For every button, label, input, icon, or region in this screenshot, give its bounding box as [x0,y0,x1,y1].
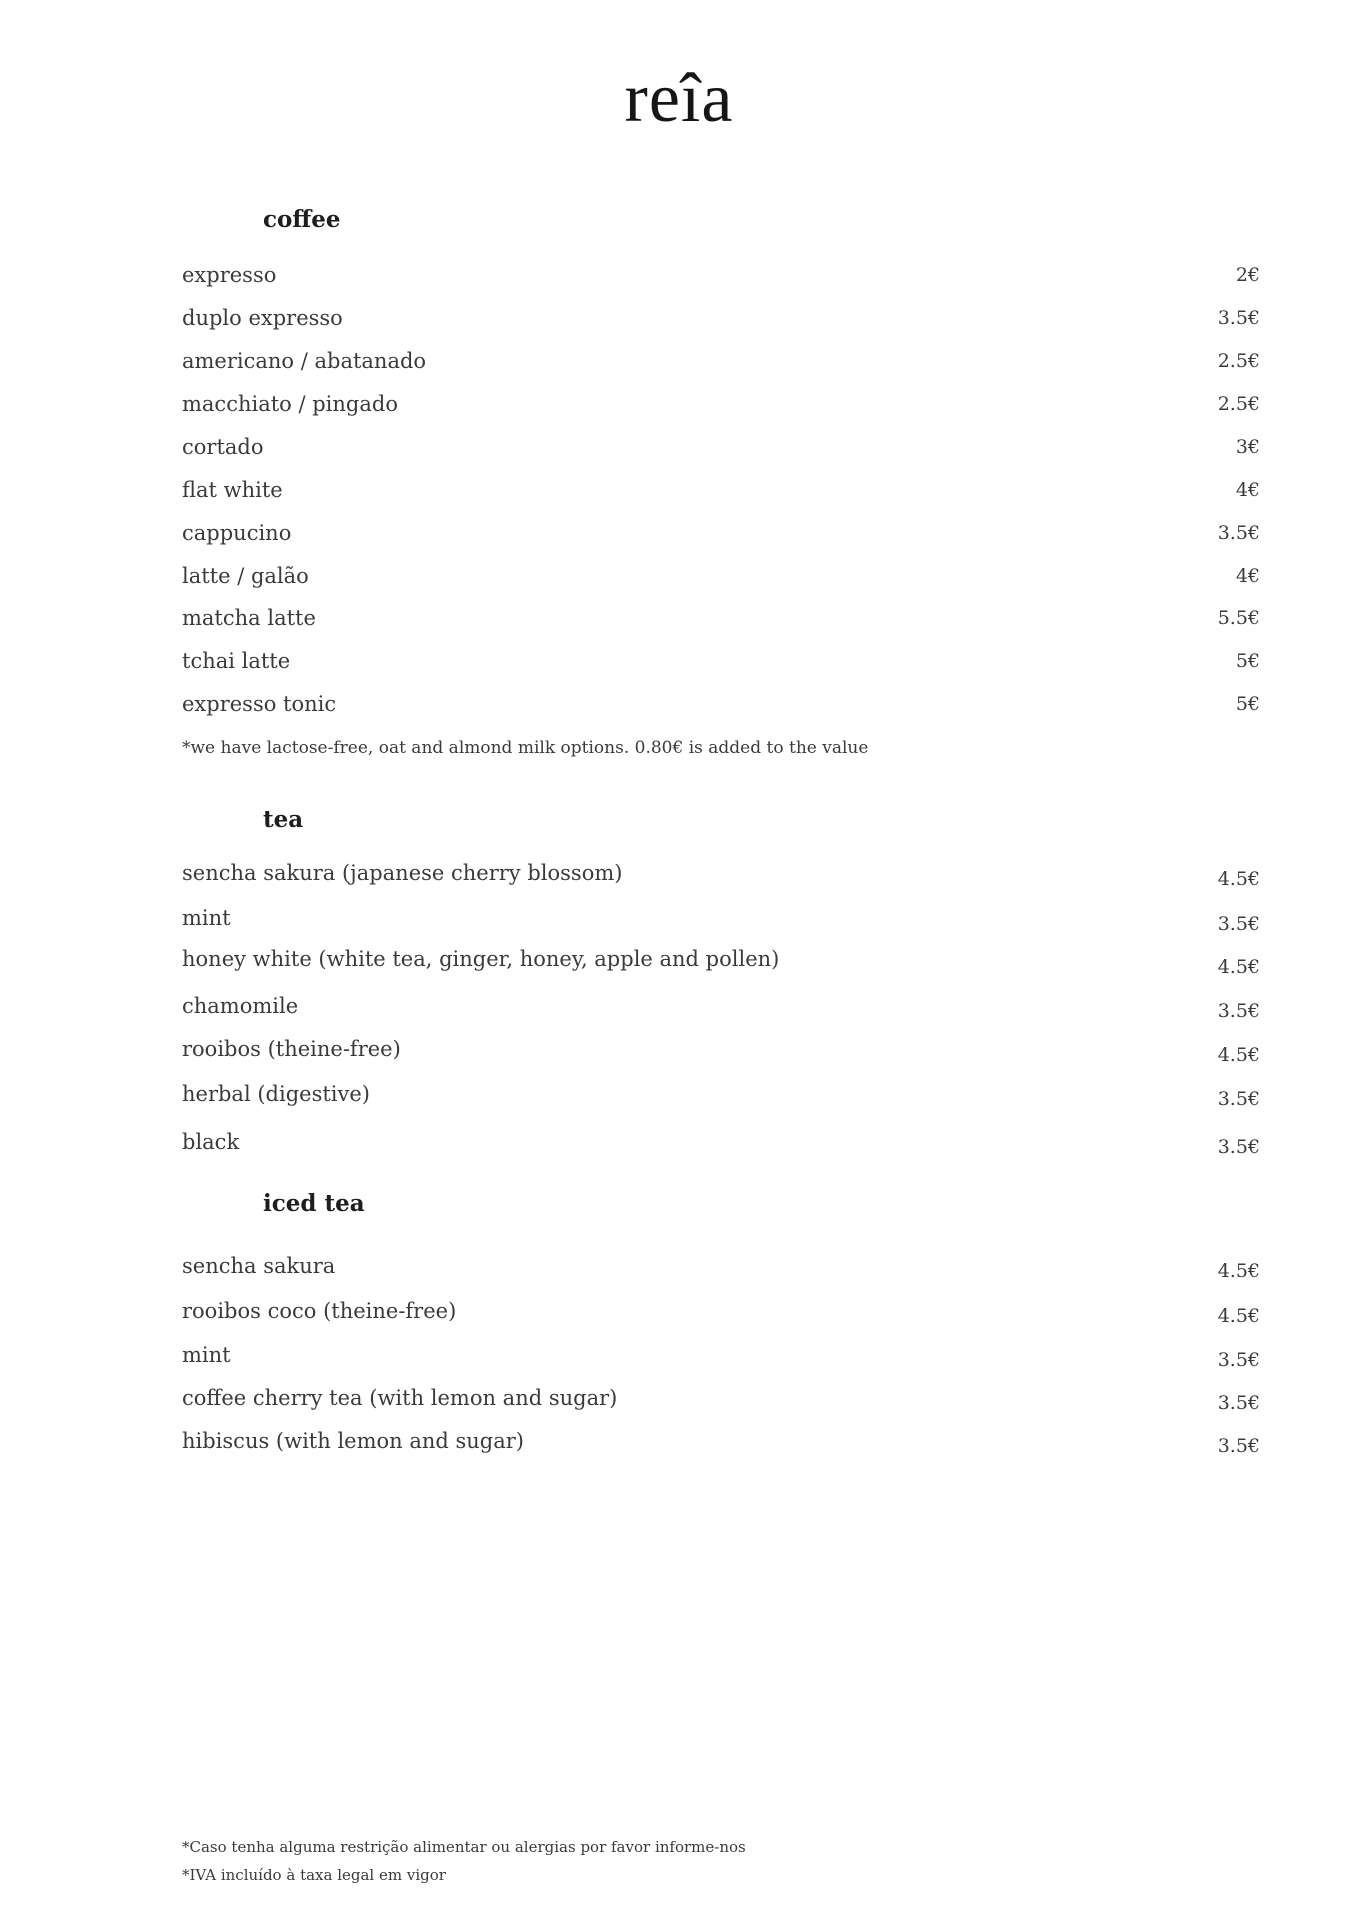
item-price: 3.5€ [1217,1000,1260,1022]
item-name: black [182,1130,240,1154]
section-title-tea: tea [263,806,304,833]
item-price: 3.5€ [1217,913,1260,935]
item-name: mint [182,1343,231,1367]
item-price: 4.5€ [1217,1044,1260,1066]
item-price: 4.5€ [1217,956,1260,978]
menu-item [182,861,1260,891]
item-name: mint [182,906,231,930]
menu-item [182,1082,1260,1112]
item-name: herbal (digestive) [182,1082,370,1106]
menu-item [182,521,1260,551]
item-price: 3.5€ [1217,1349,1260,1371]
item-name: rooibos (theine-free) [182,1037,401,1061]
menu-item [182,1299,1260,1329]
item-price: 4.5€ [1217,868,1260,890]
item-name: macchiato / pingado [182,392,398,416]
item-price: 2.5€ [1217,350,1260,372]
item-name: matcha latte [182,606,316,630]
item-price: 3€ [1235,436,1260,458]
item-name: cappucino [182,521,292,545]
vat-note: *IVA incluído à taxa legal em vigor [182,1866,446,1884]
item-price: 4€ [1235,565,1260,587]
item-price: 5€ [1235,650,1260,672]
item-name: rooibos coco (theine-free) [182,1299,457,1323]
menu-item [182,392,1260,422]
item-name: chamomile [182,994,299,1018]
section-title-iced-tea: iced tea [263,1190,365,1217]
menu-item [182,349,1260,379]
item-price: 2.5€ [1217,393,1260,415]
menu-item [182,649,1260,679]
menu-item [182,435,1260,465]
item-price: 4€ [1235,479,1260,501]
item-name: americano / abatanado [182,349,427,373]
item-name: sencha sakura (japanese cherry blossom) [182,861,623,885]
item-price: 3.5€ [1217,1435,1260,1457]
milk-options-note: *we have lactose-free, oat and almond milk options. 0.80€ is added to the value [182,738,869,758]
item-name: duplo expresso [182,306,343,330]
brand-logo: reîa [624,60,734,137]
item-price: 3.5€ [1217,1392,1260,1414]
item-name: latte / galão [182,564,309,588]
item-name: expresso [182,263,277,287]
item-price: 3.5€ [1217,307,1260,329]
item-price: 4.5€ [1217,1260,1260,1282]
menu-item [182,994,1260,1024]
menu-item [182,478,1260,508]
item-name: coffee cherry tea (with lemon and sugar) [182,1386,618,1410]
menu-item [182,263,1260,293]
item-price: 3.5€ [1217,1136,1260,1158]
item-name: sencha sakura [182,1254,336,1278]
menu-item [182,564,1260,594]
item-price: 3.5€ [1217,1088,1260,1110]
item-name: cortado [182,435,264,459]
item-name: tchai latte [182,649,291,673]
menu-item [182,1429,1260,1459]
allergy-note: *Caso tenha alguma restrição alimentar ou alergias por favor informe-nos [182,1838,746,1856]
menu-item [182,906,1260,936]
menu-item [182,1037,1260,1067]
item-price: 2€ [1235,264,1260,286]
menu-item [182,1386,1260,1416]
menu-item [182,1130,1260,1160]
item-price: 5€ [1235,693,1260,715]
menu-item [182,606,1260,636]
section-title-coffee: coffee [263,206,341,233]
item-name: flat white [182,478,283,502]
menu-item [182,692,1260,722]
item-price: 5.5€ [1217,607,1260,629]
item-name: expresso tonic [182,692,337,716]
item-name: honey white (white tea, ginger, honey, apple and pollen) [182,947,780,971]
item-price: 3.5€ [1217,522,1260,544]
item-name: hibiscus (with lemon and sugar) [182,1429,524,1453]
menu-item [182,1254,1260,1284]
menu-item [182,947,1260,977]
item-price: 4.5€ [1217,1305,1260,1327]
menu-item [182,306,1260,336]
menu-item [182,1343,1260,1373]
